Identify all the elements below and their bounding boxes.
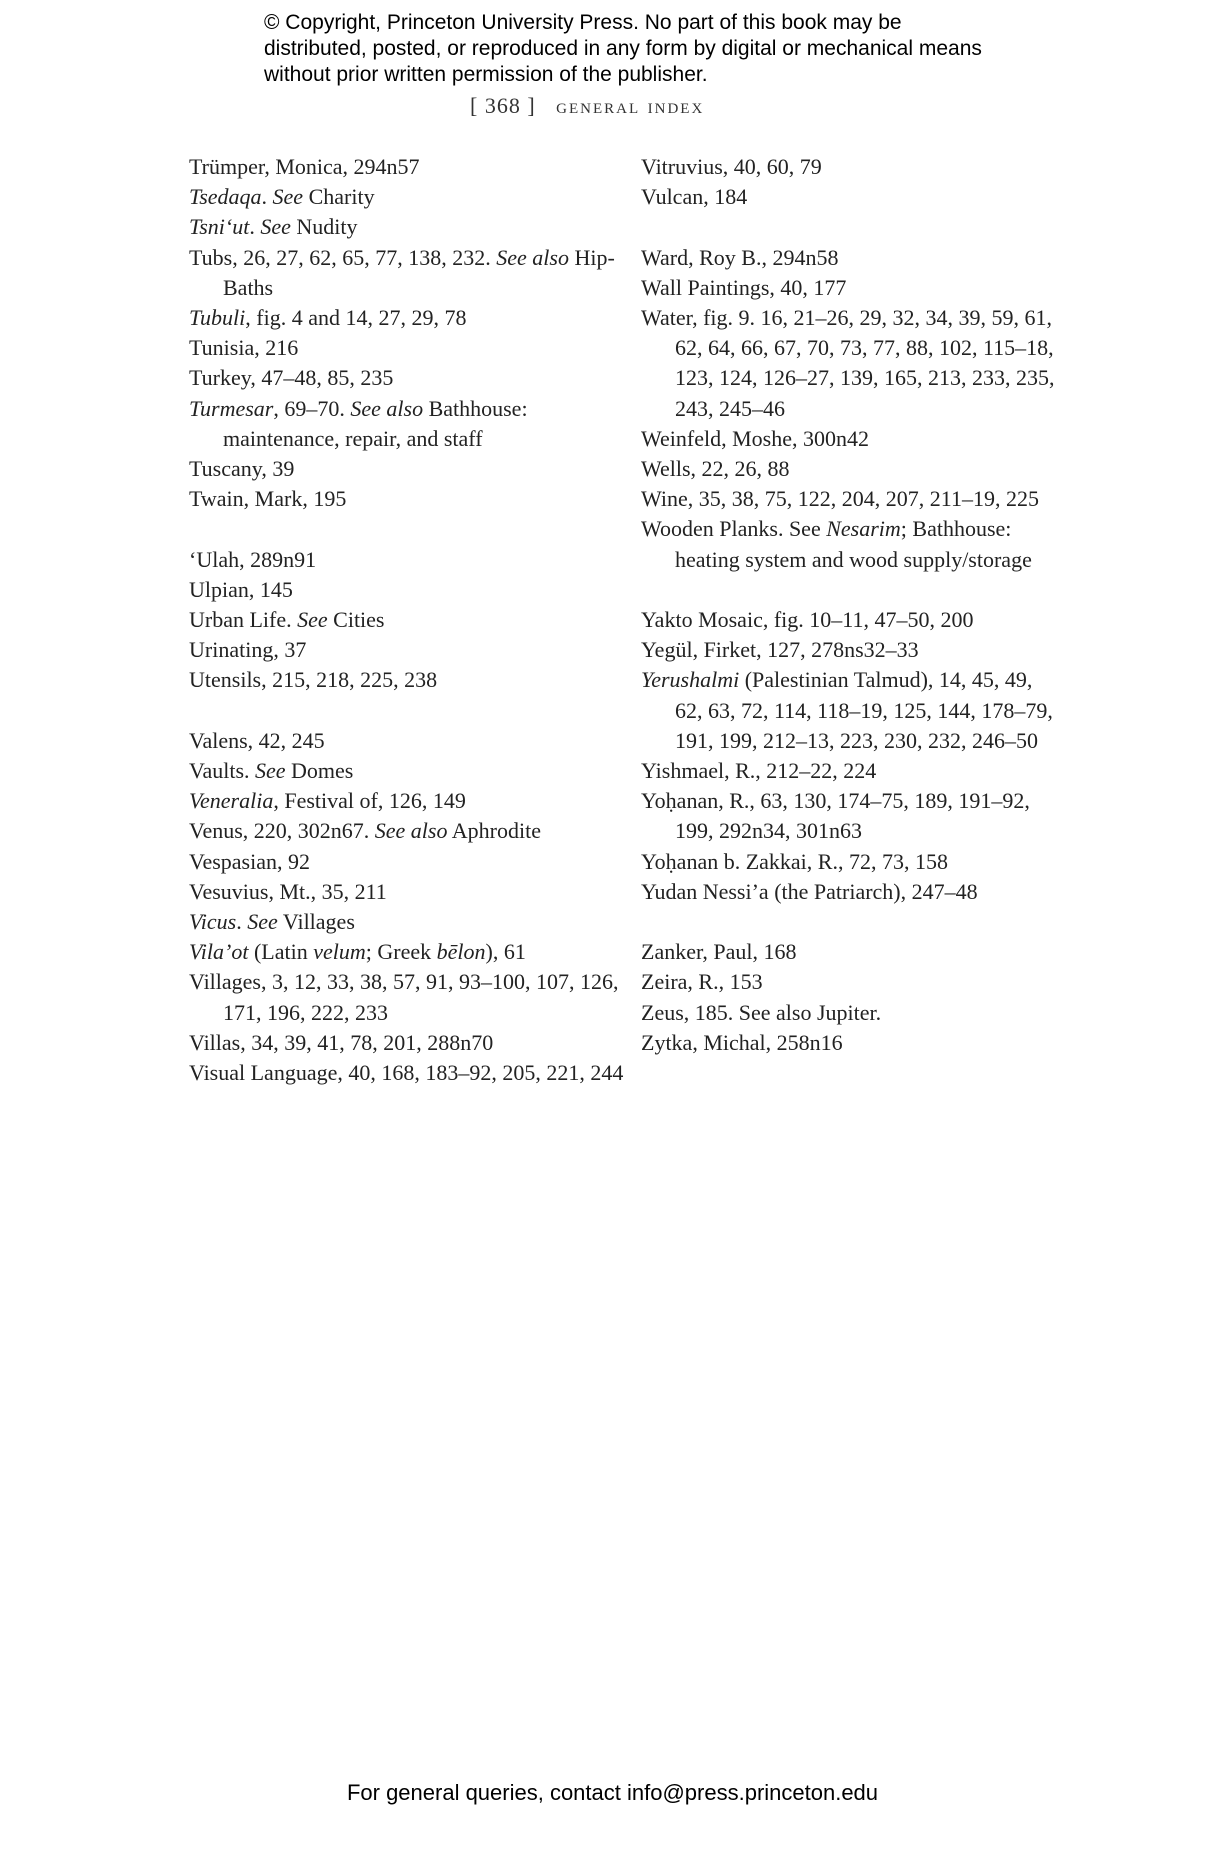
index-entry: Water, fig. 9. 16, 21–26, 29, 32, 34, 39, 59, 61, 62, 64, 66, 67, 70, 73, 77, 88, 102, 115–18, 123, 124, 126–27, 139, 165, 213, 233, 235, 243, 245–46 <box>641 305 1055 421</box>
index-entry: Yoḥanan b. Zakkai, R., 72, 73, 158 <box>641 848 948 874</box>
index-entry: ‘Ulah, 289n91 <box>189 546 317 572</box>
running-head <box>470 93 704 119</box>
index-column-left <box>189 152 629 1088</box>
index-entry: Urban Life. See Cities <box>189 607 385 633</box>
index-entry: Urinating, 37 <box>189 637 307 663</box>
letter-group-gap <box>641 212 1061 242</box>
index-entry: Wells, 22, 26, 88 <box>641 456 790 482</box>
index-entry: Yudan Nessi’a (the Patriarch), 247–48 <box>641 878 978 904</box>
index-entry: Vicus. See Villages <box>189 909 355 935</box>
index-entry: Zeus, 185. See also Jupiter. <box>641 999 882 1025</box>
letter-group-gap <box>641 575 1061 605</box>
index-entry: Zeira, R., 153 <box>641 969 763 995</box>
footer-contact: For general queries, contact info@press.princeton.edu <box>346 1780 879 1805</box>
index-entry: Weinfeld, Moshe, 300n42 <box>641 425 869 451</box>
index-entry: Villages, 3, 12, 33, 38, 57, 91, 93–100, 107, 126, 171, 196, 222, 233 <box>189 969 619 1025</box>
copyright-notice: © Copyright, Princeton University Press. No part of this book may be distributed, posted, or reproduced in any form by digital or mechanical means without prior written permission of the publisher. <box>264 11 982 86</box>
index-entry: Zanker, Paul, 168 <box>641 939 797 965</box>
index-entry: Ward, Roy B., 294n58 <box>641 244 839 270</box>
index-entry: Vesuvius, Mt., 35, 211 <box>189 878 387 904</box>
index-entry: Yishmael, R., 212–22, 224 <box>641 758 877 784</box>
index-entry: Utensils, 215, 218, 225, 238 <box>189 667 438 693</box>
index-entry: Tsni‘ut. See Nudity <box>189 214 358 240</box>
letter-group-gap <box>189 514 629 544</box>
index-entry: Venus, 220, 302n67. See also Aphrodite <box>189 818 541 844</box>
running-title: general index <box>556 93 705 118</box>
index-entry: Veneralia, Festival of, 126, 149 <box>189 788 466 814</box>
index-entry: Wine, 35, 38, 75, 122, 204, 207, 211–19, 225 <box>641 486 1039 512</box>
index-entry: Tuscany, 39 <box>189 456 295 482</box>
index-entry: Zytka, Michal, 258n16 <box>641 1029 843 1055</box>
letter-group-gap <box>641 907 1061 937</box>
index-entry: Vitruvius, 40, 60, 79 <box>641 154 822 179</box>
page-number: [ 368 ] <box>470 93 536 118</box>
index-entry: Villas, 34, 39, 41, 78, 201, 288n70 <box>189 1029 494 1055</box>
index-entry: Yegül, Firket, 127, 278ns32–33 <box>641 637 919 663</box>
index-entry: Turkey, 47–48, 85, 235 <box>189 365 394 391</box>
index-entry: Turmesar, 69–70. See also Bathhouse: maintenance, repair, and staff <box>189 395 528 451</box>
letter-group-gap <box>189 696 629 726</box>
index-entry: Tsedaqa. See Charity <box>189 184 375 210</box>
index-entry: Yakto Mosaic, fig. 10–11, 47–50, 200 <box>641 607 974 633</box>
index-entry: Yoḥanan, R., 63, 130, 174–75, 189, 191–92, 199, 292n34, 301n63 <box>641 788 1030 844</box>
index-entry: Yerushalmi (Palestinian Talmud), 14, 45, 49, 62, 63, 72, 114, 118–19, 125, 144, 178–79, 191, 199, 212–13, 223, 230, 232, 246–50 <box>641 667 1053 753</box>
index-entry: Trümper, Monica, 294n57 <box>189 154 420 179</box>
index-entry: Tubuli, fig. 4 and 14, 27, 29, 78 <box>189 305 467 331</box>
index-entry: Wall Paintings, 40, 177 <box>641 274 847 300</box>
index-entry: Twain, Mark, 195 <box>189 486 347 512</box>
index-entry: Ulpian, 145 <box>189 576 293 602</box>
index-entry: Valens, 42, 245 <box>189 727 325 753</box>
index-entry: Visual Language, 40, 168, 183–92, 205, 221, 244 <box>189 1060 624 1086</box>
index-entry: Vulcan, 184 <box>641 184 748 210</box>
index-entry: Vaults. See Domes <box>189 758 354 784</box>
index-column-right <box>641 152 1061 1058</box>
index-entry: Wooden Planks. See Nesarim; Bathhouse: heating system and wood supply/storage <box>641 516 1032 572</box>
index-entry: Vila’ot (Latin velum; Greek bēlon), 61 <box>189 939 526 965</box>
index-entry: Tubs, 26, 27, 62, 65, 77, 138, 232. See also Hip-Baths <box>189 244 615 300</box>
index-entry: Tunisia, 216 <box>189 335 299 361</box>
index-entry: Vespasian, 92 <box>189 848 310 874</box>
